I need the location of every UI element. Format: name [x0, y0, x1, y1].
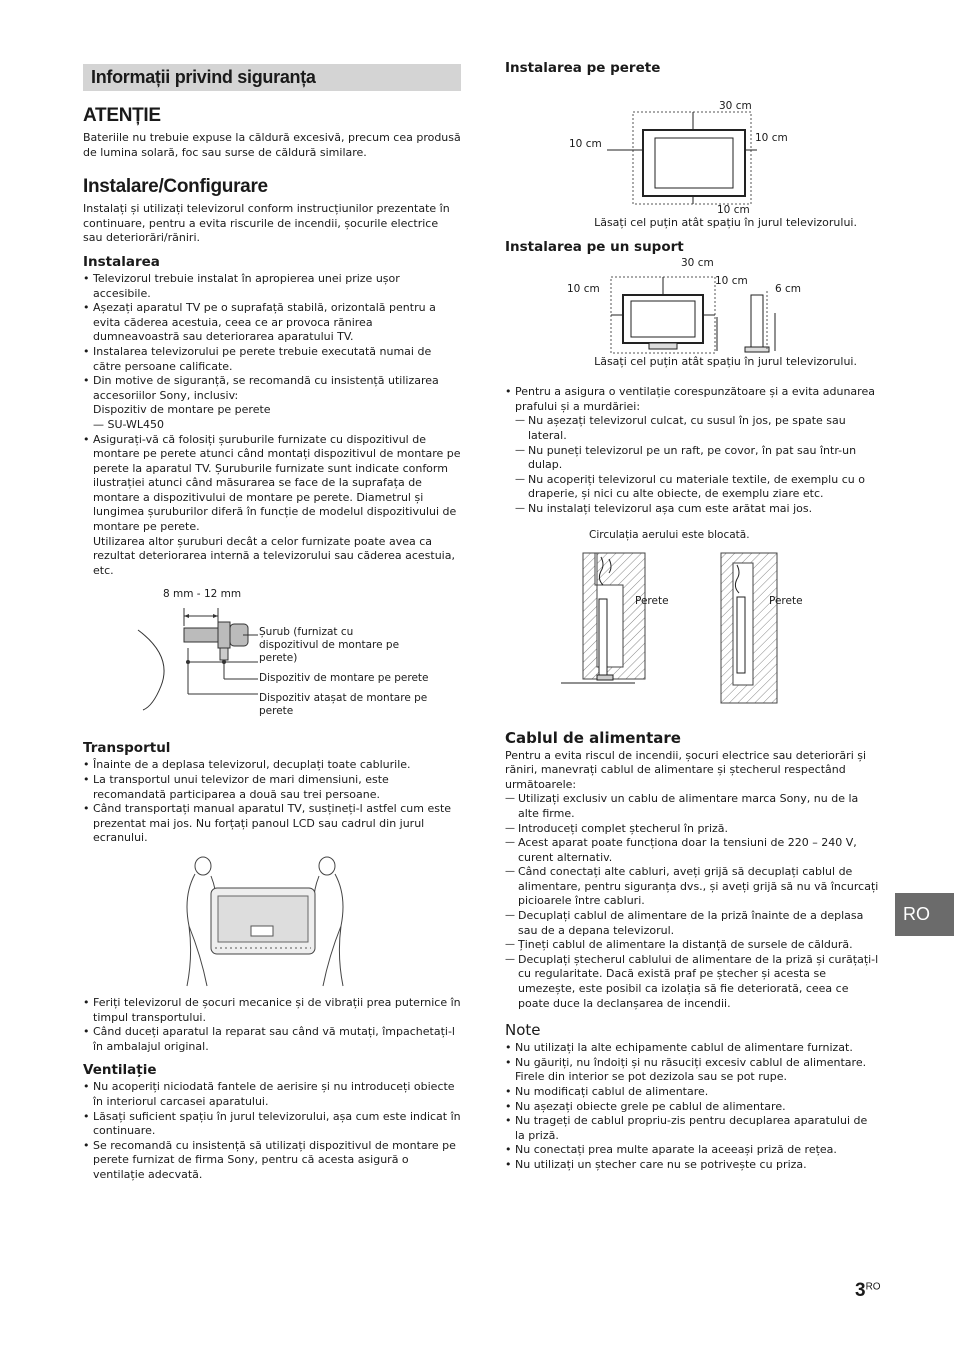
list-item: • Nu așezați obiecte grele pe cablul de alimentare. [505, 1100, 880, 1115]
note-heading: Note [505, 1021, 541, 1040]
stand-left-clearance: 10 cm [567, 282, 600, 295]
stand-caption: Lăsați cel puțin atât spațiu în jurul televizorului. [594, 354, 857, 368]
list-item-extra: Utilizarea altor șuruburi decât a celor furnizate poate avea ca rezultat deteriorarea internă a televizorului sau căderea acestuia, etc. [93, 534, 455, 577]
stand-illustration [505, 257, 880, 355]
list-item: • Așezați aparatul TV pe o suprafață stabilă, orizontală pentru a evita căderea acestuia, ceea ce ar provoca rănirea dumneavoastră sau deteriorarea aparatului TV. [83, 301, 461, 345]
perete-heading: Instalarea pe perete [505, 60, 661, 76]
list-item: — Decuplați cablul de alimentare de la priză înainte de a deplasa sau de a depana televizorul. [505, 909, 880, 938]
atentie-heading: ATENȚIE [83, 105, 161, 126]
instalare-heading: Instalare/Configurare [83, 176, 268, 198]
transportul-list [83, 758, 461, 846]
list-item: • Nu utilizați la alte echipamente cablul de alimentare furnizat. [505, 1041, 880, 1056]
airflow-blocked-diagram [505, 529, 880, 719]
language-tab: RO [895, 893, 954, 936]
list-item: • Nu utilizați un ștecher care nu se potrivește cu priza. [505, 1158, 880, 1173]
cablul-intro: Pentru a evita riscul de incendii, șocuri electrice sau deteriorări și răniri, manevrați cablul de alimentare și ștecherul respectând următoarele: [505, 748, 867, 791]
screw-diagram [83, 586, 461, 732]
list-item-text: Din motive de siguranță, se recomandă cu insistență utilizarea accesoriilor Sony, inclusiv: [93, 374, 439, 402]
screw-label: Șurub (furnizat cu dispozitivul de montare pe perete) [259, 626, 400, 665]
list-item: — Nu instalați televizorul așa cum este arătat mai jos. [515, 502, 880, 517]
list-item: • Nu acoperiți niciodată fantele de aerisire și nu introduceți obiecte în interiorul carcasei aparatului. [83, 1080, 461, 1109]
instalare-intro: Instalați și utilizați televizorul conform instrucțiunilor prezentate în continuare, pentru a evita riscurile de incendii, șocurile electrice sau deteriorări/răniri. [83, 202, 450, 245]
page-title: Informații privind siguranța [83, 64, 461, 91]
list-item: • Lăsați suficient spațiu în jurul televizorului, așa cum este indicat în continuare. [83, 1110, 461, 1139]
transportul-heading: Transportul [83, 740, 171, 757]
wall-caption: Lăsați cel puțin atât spațiu în jurul televizorului. [594, 216, 857, 229]
cablul-heading: Cablul de alimentare [505, 728, 681, 747]
list-item: • Instalarea televizorului pe perete trebuie executată numai de către persoane calificate. [83, 345, 461, 374]
list-item: — Nu acoperiți televizorul cu materiale textile, de exemplu cu o draperie, și nici cu alte obiecte, de exemplu ziare etc. [515, 473, 880, 502]
list-item: — Utilizați exclusiv un cablu de alimentare marca Sony, nu de la alte firme. [505, 792, 880, 821]
ventilatie-heading: Ventilație [83, 1062, 157, 1079]
stand-right-clearance: 10 cm [715, 274, 748, 287]
wall-label-1: Perete [635, 594, 669, 607]
list-item: — Când conectați alte cabluri, aveți grijă să decuplați cablul de alimentare, pentru siguranța dvs., și aveți grijă să nu vă încurcați picioarele între cabluri. [505, 865, 880, 909]
right-column [505, 60, 880, 1173]
wall-clearance-diagram [505, 78, 880, 216]
instalarea-heading: Instalarea [83, 253, 160, 270]
list-item-text: Asigurați-vă că folosiți șuruburile furnizate cu dispozitivul de montare pe perete atunci când montați dispozitivul de montare pe perete la aparatul TV. Șuruburile furnizate sunt indicate conform ilustrației atunci când măsurarea se face de la suprafața de montare a dispozitivului de montare pe perete. Diametrul și lungimea șuruburilor diferă în funcție de modelul dispozitivului de montare pe perete. [93, 432, 461, 534]
airflow-caption: Circulația aerului este blocată. [589, 528, 750, 541]
airflow-illustration [505, 545, 880, 721]
list-item: • Nu conectați prea multe aparate la aceeași priză de rețea. [505, 1143, 880, 1158]
list-item: — Nu așezați televizorul culcat, cu susul în jos, pe spate sau lateral. [515, 414, 880, 443]
list-item-text: Pentru a asigura o ventilație corespunzătoare și a evita adunarea prafului și a murdăriei: [515, 385, 875, 413]
hook-label: Dispozitiv atașat de montare pe perete [259, 692, 428, 718]
wall-mount-illustration [505, 78, 880, 216]
list-item: • Televizorul trebuie instalat în apropierea unei prize ușor accesibile. [83, 272, 461, 301]
list-item: — Țineți cablul de alimentare la distanță de sursele de căldură. [505, 938, 880, 953]
wall-bottom-clearance: 10 cm [717, 204, 750, 216]
ventilation-sublist [515, 414, 880, 516]
note-list [505, 1041, 880, 1172]
list-item: • Se recomandă cu insistență să utilizați dispozitivul de montare pe perete furnizat de firma Sony, pentru că acesta asigură o ventilație adecvată. [83, 1139, 461, 1183]
wall-left-clearance: 10 cm [569, 138, 602, 150]
list-item: • Nu găuriți, nu îndoiți și nu răsuciți excesiv cablul de alimentare. Firele din interior se pot dezizola sau se pot rupe. [505, 1056, 880, 1085]
list-item: — Introduceți complet ștecherul în priză. [505, 822, 880, 837]
stand-clearance-diagram [505, 257, 880, 355]
list-item: — Decuplați ștecherul cablului de alimentare de la priză și curățați-l cu regularitate. Dacă există praf pe ștecher și acesta se umezește, este posibil ca izolația să fie deteriorată, ceea ce poate duce la declanșarea de incendii. [505, 953, 880, 1011]
accessory-model: — SU-WL450 [93, 417, 165, 431]
page-number-suffix: RO [865, 1281, 881, 1293]
list-item: • Nu modificați cablul de alimentare. [505, 1085, 880, 1100]
stand-back-clearance: 6 cm [775, 282, 802, 295]
accessory-line: Dispozitiv de montare pe perete [93, 403, 271, 417]
carry-illustration [83, 856, 461, 996]
screw-dimension: 8 mm - 12 mm [163, 588, 242, 601]
ventilatie-list [83, 1080, 461, 1182]
mount-label: Dispozitiv de montare pe perete [259, 672, 429, 685]
instalarea-list [83, 272, 461, 578]
list-item: — Acest aparat poate funcționa doar la tensiuni de 220 – 240 V, curent alternativ. [505, 836, 880, 865]
list-item: • Când duceți aparatul la reparat sau când vă mutați, împachetați-l în ambalajul original. [83, 1025, 461, 1054]
list-item: — Nu puneți televizorul pe un raft, pe covor, în pat sau într-un dulap. [515, 444, 880, 473]
stand-top-clearance: 30 cm [681, 256, 714, 269]
wall-top-clearance: 30 cm [719, 100, 752, 112]
left-column [83, 60, 461, 1183]
list-item: • Când transportați manual aparatul TV, susțineți-l astfel cum este prezentat mai jos. Nu forțați panoul LCD sau cadrul din jurul ecranului. [83, 802, 461, 846]
list-item [505, 385, 880, 516]
list-item: • Nu trageți de cablul propriu-zis pentru decuplarea aparatului de la priză. [505, 1114, 880, 1143]
page-number [855, 1280, 881, 1302]
two-people-carrying-tv-illustration [83, 856, 461, 992]
list-item [83, 433, 461, 579]
suport-heading: Instalarea pe un suport [505, 238, 684, 255]
list-item: • Feriți televizorul de șocuri mecanice și de vibrații prea puternice în timpul transportului. [83, 996, 461, 1025]
atentie-text: Bateriile nu trebuie expuse la căldură excesivă, precum cea produsă de lumina solară, foc sau surse de căldură similare. [83, 131, 461, 159]
list-item: • Înainte de a deplasa televizorul, decuplați toate cablurile. [83, 758, 461, 773]
list-item [83, 374, 461, 432]
wall-label-2: Perete [769, 594, 803, 607]
ventilation-list [505, 385, 880, 516]
transportul-list-after [83, 996, 461, 1054]
cablul-list [505, 792, 880, 1011]
page-number-value: 3 [855, 1280, 866, 1301]
wall-right-clearance: 10 cm [755, 132, 788, 144]
list-item: • La transportul unui televizor de mari dimensiuni, este recomandată participarea a două sau trei persoane. [83, 773, 461, 802]
